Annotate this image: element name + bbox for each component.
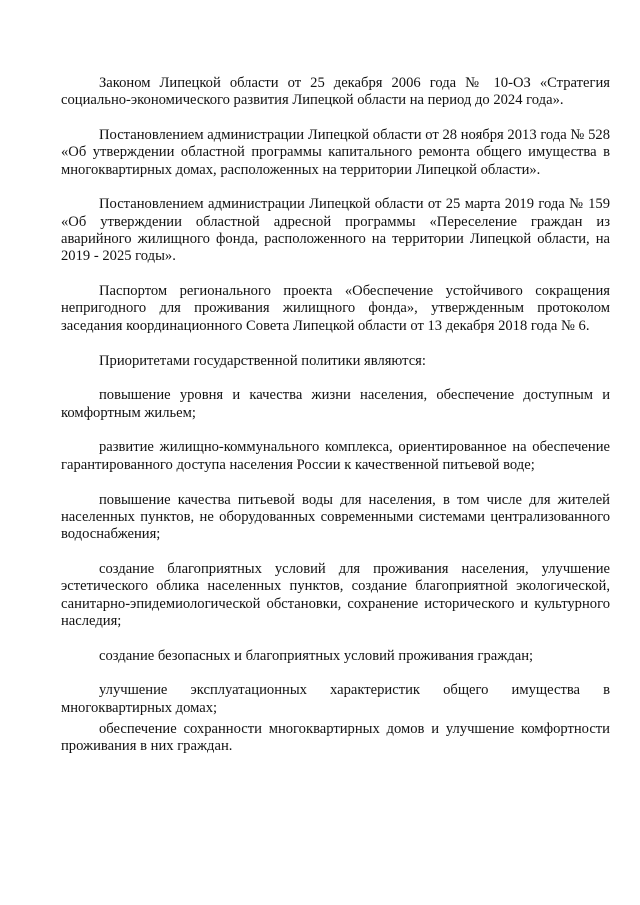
priority-item: повышение уровня и качества жизни населения, обеспечение доступным и комфортным жильем; [61,387,610,421]
priority-item: обеспечение сохранности многоквартирных домов и улучшение комфортности проживания в них граждан. [61,721,610,755]
document-body [61,75,610,756]
priority-item: создание безопасных и благоприятных условий проживания граждан; [99,647,534,664]
priority-item: создание благоприятных условий для проживания населения, улучшение эстетического облика населенных пунктов, создание благоприятной экологической, санитарно-эпидемиологической обстановки, сохранение исторического и культурного наследия; [61,560,610,629]
priority-item: развитие жилищно-коммунального комплекса, ориентированное на обеспечение гарантированного доступа населения России к качественной питьевой воде; [61,439,610,473]
paragraph-law-strategy: Законом Липецкой области от 25 декабря 2006 года № 10-ОЗ «Стратегия социально-экономического развития Липецкой области на период до 2024 года». [61,75,610,109]
paragraph-resolution-resettlement: Постановлением администрации Липецкой области от 25 марта 2019 года № 159 «Об утверждении областной адресной программы «Переселение граждан из аварийного жилищного фонда, расположенного на территории Липецкой области, на 2019 - 2025 годы». [61,196,610,265]
priority-item: улучшение эксплуатационных характеристик общего имущества в многоквартирных домах; [61,682,610,716]
paragraph-resolution-capital-repair: Постановлением администрации Липецкой области от 28 ноября 2013 года № 528 «Об утверждении областной программы капитального ремонта общего имущества в многоквартирных домах, расположенных на территории Липецкой области». [61,127,610,178]
paragraph-priorities-heading: Приоритетами государственной политики являются: [99,352,426,369]
priority-item: повышение качества питьевой воды для населения, в том числе для жителей населенных пунктов, не оборудованных современными системами централизованного водоснабжения; [61,491,610,543]
paragraph-regional-project-passport: Паспортом регионального проекта «Обеспечение устойчивого сокращения непригодного для проживания жилищного фонда», утвержденным протоколом заседания координационного Совета Липецкой области от 13 декабря 2018 года № 6. [61,283,610,334]
